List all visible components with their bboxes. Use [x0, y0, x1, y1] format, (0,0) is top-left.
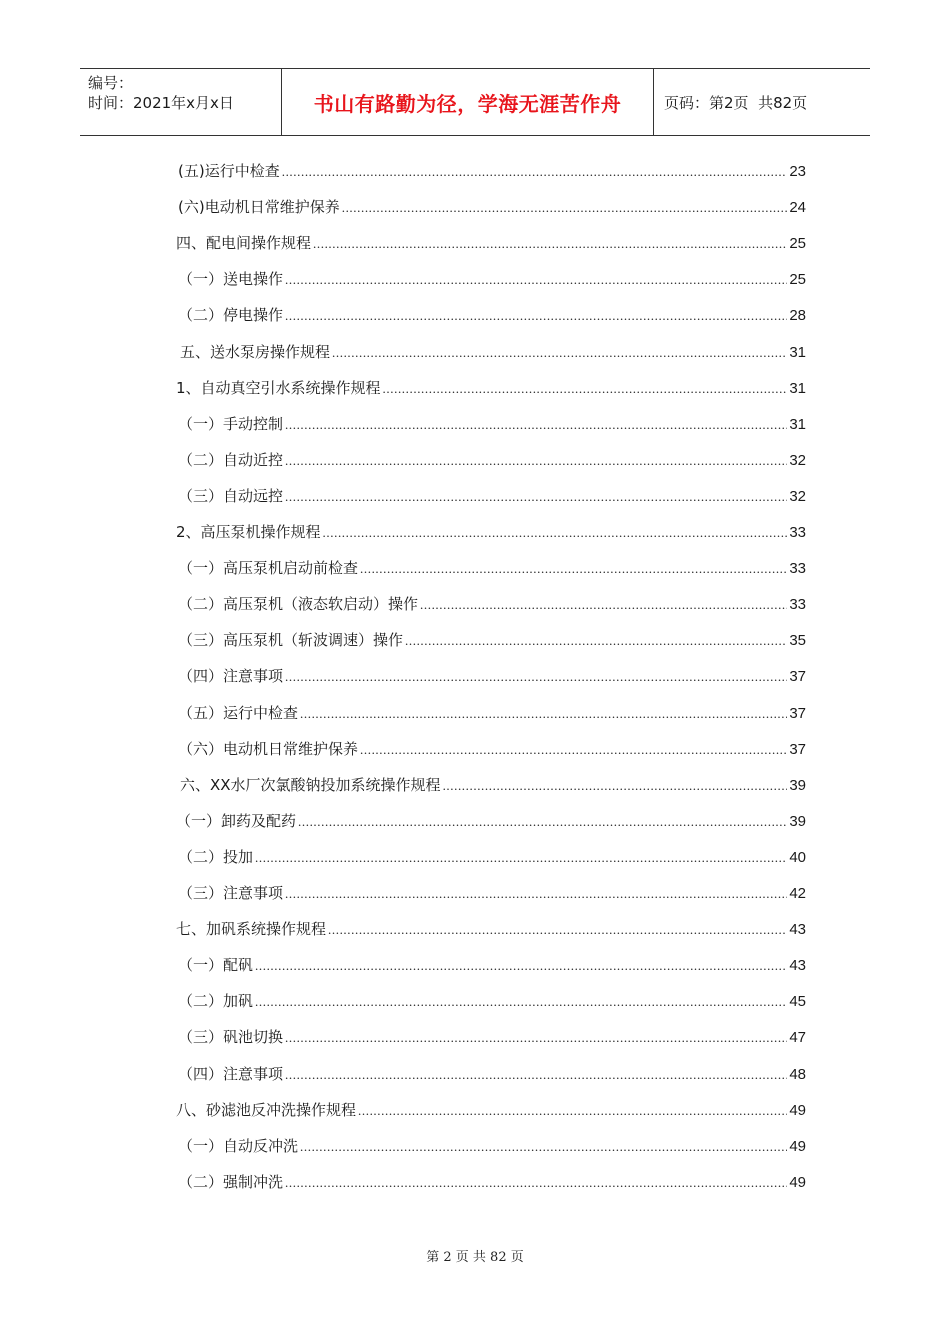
toc-entry[interactable] [180, 341, 806, 363]
toc-dot-leader [285, 450, 787, 472]
toc-entry-page: 37 [789, 668, 806, 686]
toc-dot-leader [285, 414, 787, 436]
toc-entry-label: 四、配电间操作规程 [176, 234, 312, 253]
toc-entry-page: 33 [789, 596, 806, 614]
toc-entry[interactable] [176, 1099, 806, 1121]
toc-entry-label: 八、砂滤池反冲洗操作规程 [176, 1100, 357, 1119]
toc-entry-page: 39 [789, 776, 806, 794]
toc-dot-leader [313, 233, 787, 255]
toc-entry[interactable] [178, 1135, 806, 1157]
toc-entry[interactable] [178, 738, 806, 760]
toc-dot-leader [383, 378, 788, 400]
toc-entry[interactable] [178, 1026, 806, 1048]
toc-entry[interactable] [180, 774, 806, 796]
toc-entry-label: 七、加矾系统操作规程 [176, 920, 327, 939]
toc-entry-label: （三）注意事项 [178, 884, 284, 902]
toc-entry-label: （二）加矾 [178, 992, 254, 1011]
number-label: 编号： [88, 74, 134, 92]
toc-entry-label: （二）强制冲洗 [178, 1172, 284, 1191]
toc-dot-leader [360, 739, 787, 761]
toc-dot-leader [342, 197, 788, 219]
toc-entry-page: 43 [789, 921, 806, 939]
toc-entry-label: (五)运行中检查 [178, 162, 280, 180]
toc-entry[interactable] [178, 1171, 806, 1193]
toc-entry-label: （一）送电操作 [178, 270, 284, 289]
toc-entry[interactable] [176, 521, 806, 543]
toc-entry-label: （一）配矾 [178, 956, 254, 975]
toc-entry-page: 31 [789, 343, 806, 361]
toc-entry-label: （三）矾池切换 [178, 1028, 284, 1047]
toc-entry-page: 33 [789, 524, 806, 541]
toc-entry[interactable] [178, 702, 806, 724]
toc-entry-page: 28 [789, 307, 806, 325]
toc-entry-label: （三）自动远控 [178, 486, 284, 505]
toc-entry-page: 49 [789, 1173, 806, 1191]
toc-entry-page: 37 [789, 740, 806, 758]
toc-entry[interactable] [178, 1063, 806, 1085]
toc-dot-leader [285, 883, 787, 905]
toc-entry-label: 1、自动真空引水系统操作规程 [176, 378, 381, 397]
toc-dot-leader [285, 269, 787, 291]
toc-entry-page: 32 [789, 487, 806, 505]
toc-dot-leader [300, 703, 787, 725]
toc-dot-leader [255, 955, 787, 977]
toc-entry-label: （一）自动反冲洗 [178, 1136, 299, 1155]
toc-entry-label: （四）注意事项 [178, 1064, 284, 1083]
toc-entry-label: （四）注意事项 [178, 667, 284, 686]
toc-entry-page: 23 [789, 163, 806, 180]
toc-dot-leader [443, 775, 788, 797]
toc-entry-label: （六）电动机日常维护保养 [178, 739, 359, 758]
toc-entry-label: （一）手动控制 [178, 414, 284, 433]
toc-entry-label: （三）高压泵机（斩波调速）操作 [178, 631, 404, 650]
toc-dot-leader [358, 1100, 787, 1122]
toc-entry[interactable] [178, 593, 806, 615]
toc-entry[interactable] [178, 449, 806, 471]
toc-dot-leader [332, 342, 787, 364]
toc-entry[interactable] [178, 846, 806, 868]
header-motto-cell [282, 69, 654, 135]
toc-entry-label: （五）运行中检查 [178, 703, 299, 722]
toc-entry-page: 43 [789, 957, 806, 975]
page-info: 页码：第2页 共82页 [664, 93, 808, 112]
toc-entry-label: （二）投加 [178, 847, 254, 866]
toc-entry[interactable] [178, 990, 806, 1012]
toc-entry[interactable] [176, 232, 806, 254]
toc-dot-leader [255, 847, 787, 869]
toc-entry[interactable] [178, 268, 806, 290]
toc-entry-page: 33 [789, 560, 806, 578]
toc-entry[interactable] [178, 954, 806, 976]
toc-dot-leader [298, 811, 787, 833]
toc-entry[interactable] [178, 665, 806, 687]
toc-entry-page: 24 [789, 199, 806, 217]
toc-entry-page: 49 [789, 1101, 806, 1119]
motto-text: 书山有路勤为径，学海无涯苦作舟 [313, 91, 622, 116]
toc-entry-label: （一）高压泵机启动前检查 [178, 559, 359, 578]
toc-entry[interactable] [176, 918, 806, 940]
toc-entry[interactable] [176, 377, 806, 399]
toc-dot-leader [285, 1027, 787, 1049]
toc-dot-leader [360, 558, 787, 580]
toc-entry-page: 31 [789, 379, 806, 397]
time-label: 时间：2021年x月x日 [88, 94, 234, 112]
toc-entry-page: 32 [789, 451, 806, 469]
toc-entry[interactable] [176, 810, 806, 832]
toc-entry[interactable] [178, 160, 806, 182]
toc-dot-leader [285, 1064, 787, 1086]
toc-entry[interactable] [178, 196, 806, 218]
toc-dot-leader [420, 594, 787, 616]
toc-entry-page: 42 [789, 885, 806, 902]
toc-entry-label: 五、送水泵房操作规程 [180, 342, 331, 361]
toc-entry-page: 45 [789, 993, 806, 1011]
toc-dot-leader [285, 486, 787, 508]
toc-entry-label: （二）停电操作 [178, 306, 284, 325]
toc-dot-leader [405, 630, 787, 652]
toc-entry[interactable] [178, 557, 806, 579]
header-page-cell [654, 69, 870, 135]
toc-dot-leader [323, 522, 788, 544]
toc-entry-page: 37 [789, 704, 806, 722]
toc-entry-label: 2、高压泵机操作规程 [176, 523, 321, 541]
toc-entry[interactable] [178, 413, 806, 435]
header-meta-cell [80, 69, 282, 135]
toc-dot-leader [285, 666, 787, 688]
toc-entry-label: (六)电动机日常维护保养 [178, 198, 340, 217]
toc-entry-page: 31 [789, 415, 806, 433]
toc-entry-page: 40 [789, 848, 806, 866]
toc-entry-label: （二）高压泵机（液态软启动）操作 [178, 595, 419, 614]
toc-entry-page: 47 [789, 1029, 806, 1047]
toc-dot-leader [285, 305, 787, 327]
toc-entry[interactable] [178, 485, 806, 507]
toc-entry-label: 六、XX水厂次氯酸钠投加系统操作规程 [180, 775, 441, 794]
toc-dot-leader [285, 1172, 787, 1194]
toc-entry-label: （二）自动近控 [178, 450, 284, 469]
toc-entry-page: 39 [789, 812, 806, 830]
toc-entry[interactable] [178, 629, 806, 651]
document-header [80, 68, 870, 136]
toc-entry[interactable] [178, 304, 806, 326]
toc-dot-leader [328, 919, 787, 941]
toc-entry-page: 48 [789, 1065, 806, 1083]
toc-entry-page: 25 [789, 271, 806, 289]
toc-entry-page: 49 [789, 1137, 806, 1155]
toc-entry[interactable] [178, 882, 806, 904]
toc-dot-leader [282, 161, 788, 183]
toc-entry-label: （一）卸药及配药 [176, 811, 297, 830]
toc-dot-leader [300, 1136, 787, 1158]
toc-dot-leader [255, 991, 787, 1013]
page-footer: 第 2 页 共 82 页 [426, 1250, 524, 1265]
toc-entry-page: 25 [789, 235, 806, 253]
toc-entry-page: 35 [789, 632, 806, 650]
